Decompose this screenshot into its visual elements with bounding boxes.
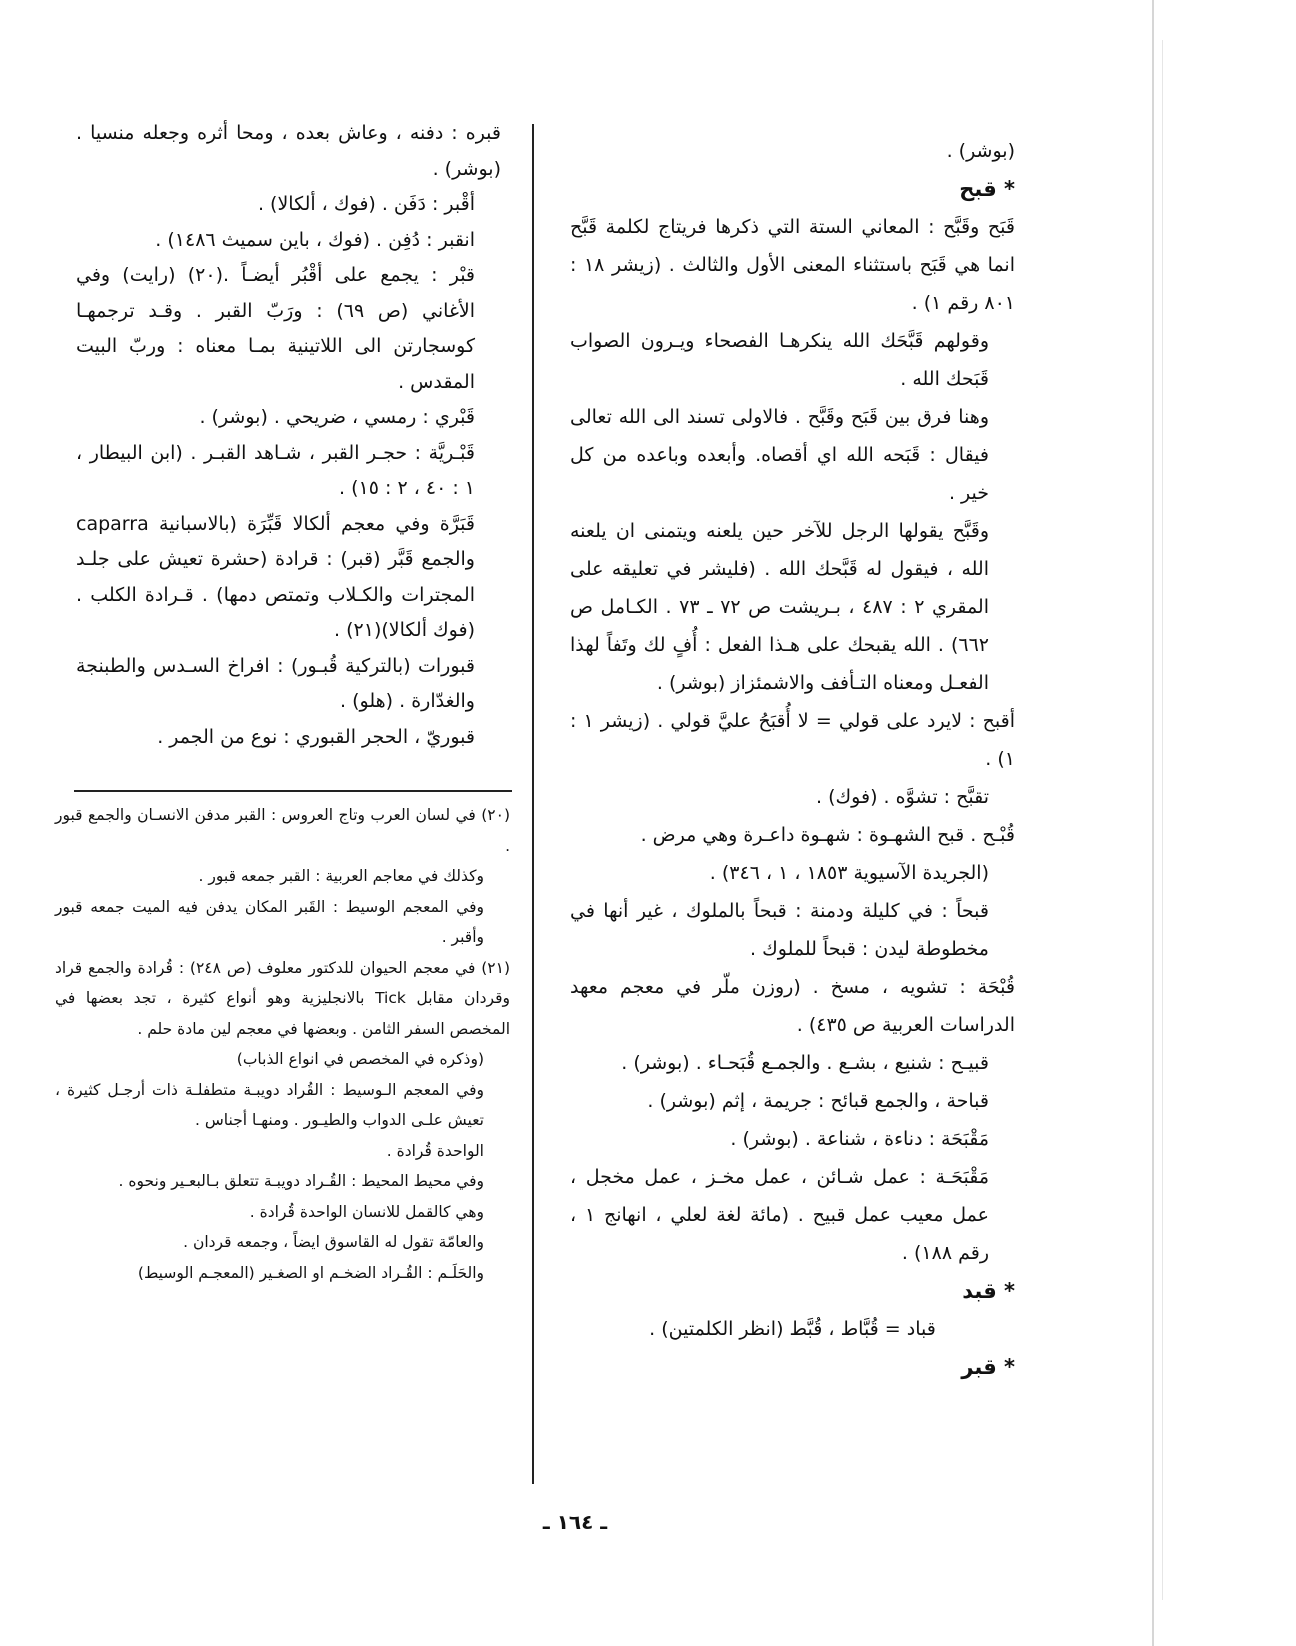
footnote: والحَلَـم : القُـراد الضخـم او الصغـير (المعجـم الوسيط) [137, 1263, 484, 1282]
footnote-rule [74, 790, 512, 792]
paragraph: قباد = قُبَّاط ، قُبَّط (انظر الكلمتين) . [649, 1318, 936, 1340]
footnote: وفي المعجم الوسيط : القَبر المكان يدفن فيه الميت جمعه قبور وأقبر . [55, 897, 484, 946]
paragraph: مَقْبَحَـة : عمل شـائن ، عمل مخـز ، عمل مخجل ، عمل معيب عمل قبيح . (مائة لغة لعلي ، انهانج ١ ، رقم ١٨٨) . [570, 1166, 990, 1264]
paragraph: قَبْري : رمسي ، ضريحي . (بوشر) . [199, 406, 475, 428]
left-column [76, 116, 501, 755]
footnote: (٢٠) في لسان العرب وتاج العروس : القبر مدفن الانسـان والجمع قبور . [55, 806, 510, 855]
paragraph: قَبَح وقَبَّح : المعاني الستة التي ذكرها فريتاج لكلمة قَبَّح انما هي قَبَح باستثناء المعنى الأول والثالث . (زيشر ١٨ : ٨٠١ رقم ١) . [570, 216, 1015, 314]
paragraph: قبورات (بالتركية قُبـور) : افراخ السـدس والطبنجة والغدّارة . (هلو) . [76, 654, 475, 712]
footnote: (وذكره في المخصص في انواع الذباب) [236, 1050, 484, 1068]
paragraph: قُبْحَة : تشويه ، مسخ . (روزن ملّر في معجم معهد الدراسات العربية ص ٤٣٥) . [570, 976, 1015, 1036]
paragraph: * قبح [959, 177, 1015, 201]
paragraph: قباحة ، والجمع قبائح : جريمة ، إثم (بوشر) . [647, 1090, 989, 1112]
footnote: وهي كالقمل للانسان الواحدة قُرادة . [249, 1202, 484, 1221]
right-column [570, 132, 1015, 1386]
paragraph: قبيـح : شنيع ، بشـع . والجمـع قُبَحـاء . (بوشر) . [621, 1052, 989, 1074]
paragraph: (الجريدة الآسيوية ١٨٥٣ ، ١ ، ٣٤٦) . [709, 862, 989, 884]
paragraph: * قبد [962, 1279, 1015, 1303]
paragraph: انقبر : دُفِن . (فوك ، باين سميث ١٤٨٦) . [155, 228, 475, 251]
footnote: (٢١) في معجم الحيوان للدكتور معلوف (ص ٢٤٨) : قُرادة والجمع قراد وقردان مقابل Tick بالانجليزية وهو أنواع كثيرة ، تجد بعضها في المخصص السفر الثامن . وبعضها في معجم لين مادة حلم . [55, 958, 510, 1038]
footnote: وفي محيط المحيط : القُـراد دويبـة تتعلق بـالبعـير ونحوه . [118, 1172, 484, 1190]
paragraph: (بوشر) . [946, 140, 1015, 162]
scan-edge-line-faint [1162, 40, 1163, 1600]
paragraph: قبره : دفنه ، وعاش بعده ، ومحا أثره وجعله منسيا . (بوشر) . [76, 122, 501, 180]
paragraph: قبحاً : في كليلة ودمنة : قبحاً بالملوك ، غير أنها في مخطوطة ليدن : قبحاً للملوك . [570, 900, 989, 960]
column-divider [532, 124, 534, 1484]
paragraph: مَقْبَحَة : دناءة ، شناعة . (بوشر) . [730, 1128, 989, 1150]
paragraph: أقْبر : دَفَن . (فوك ، ألكالا) . [257, 193, 475, 215]
paragraph: قَبْـريَّة : حجـر القبر ، شـاهد القبـر . (ابن البيطار ، ١ : ٤٠ ، ٢ : ١٥) . [76, 441, 475, 499]
paragraph: * قبر [961, 1355, 1015, 1379]
page-number: ـ ١٦٤ ـ [542, 1510, 608, 1534]
paragraph: قبْر : يجمع على أقْبُر أيضـاً .(٢٠) (رايت) وفي الأغاني (ص ٦٩) : ورَبّ القبر . وقـد ترجمهـا كوسجارتن الى اللاتينية بمـا معناه : وربّ البيت المقدس . [76, 264, 476, 393]
footnotes [55, 800, 510, 1288]
footnote: وكذلك في معاجم العربية : القبر جمعه قبور . [198, 867, 484, 885]
footnote: وفي المعجم الـوسيط : القُراد دويبـة متطفلـة ذات أرجـل كثيرة ، تعيش علـى الدواب والطيـور . ومنهـا أجناس . [55, 1080, 484, 1129]
paragraph: تقبَّح : تشوَّه . (فوك) . [816, 786, 989, 808]
paragraph: قَبَرَّة وفي معجم ألكالا قَبِّرَة (بالاسبانية caparra والجمع قَبَّر (قبر) : قرادة (حشرة تعيش على جلـد المجترات والكـلاب وتمتص دمها) . قـرادة الكلب . (فوك ألكالا)(٢١) . [76, 512, 475, 641]
paragraph: أقبح : لايرد على قولي = لا أُقبَحُ عليَّ قولي . (زيشر ١ : ١) . [570, 710, 1015, 770]
footnote: والعامّة تقول له القاسوق ايضاً ، وجمعه قردان . [183, 1233, 484, 1251]
paragraph: وقَبَّح يقولها الرجل للآخر حين يلعنه ويتمنى ان يلعنه الله ، فيقول له قَبَّحك الله . (فليشر في تعليقه على المقري ٢ : ٤٨٧ ، بـريشت ص ٧٢ ـ ٧٣ . الكـامل ص ٦٦٢) . الله يقبحك على هـذا الفعل : أُفٍ لك وتَفاً لهذا الفعـل ومعناه التـأفف والاشمئزاز (بوشر) . [570, 520, 989, 694]
paragraph: وقولهم قَبَّحَك الله ينكرهـا الفصحاء ويـرون الصواب قَبَحك الله . [570, 330, 989, 390]
scan-edge-line [1152, 0, 1154, 1646]
footnote: الواحدة قُرادة . [386, 1141, 484, 1160]
paragraph: قُبْـح . قبح الشهـوة : شهـوة داعـرة وهي مرض . [640, 824, 1015, 846]
paragraph: وهنا فرق بين قَبَح وقَبَّح . فالاولى تسند الى الله تعالى فيقال : قَبَحه الله اي أقصاه. وأبعده وباعده من كل خير . [570, 406, 989, 504]
paragraph: قبوريّ ، الحجر القبوري : نوع من الجمر . [157, 725, 475, 748]
